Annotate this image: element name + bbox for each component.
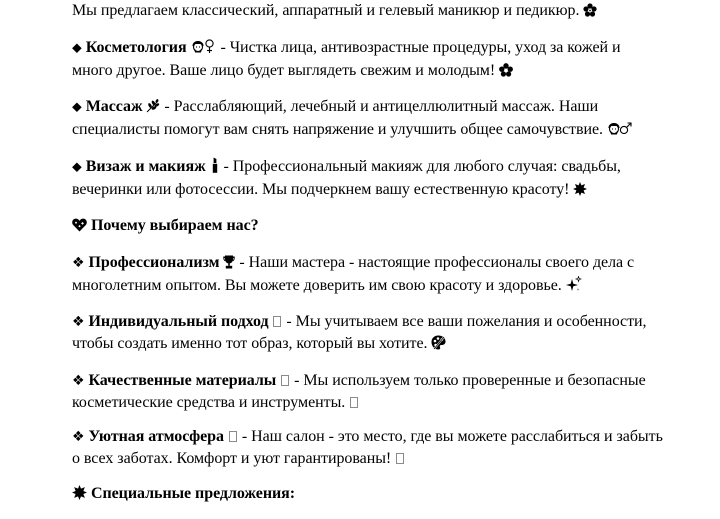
reason-description: - Мы используем только проверенные и безопасные косметические средства и инструменты. xyxy=(72,371,646,411)
reason-quality-materials xyxy=(72,370,664,413)
document-page xyxy=(72,0,664,519)
diamond-bullet-icon: ❖ xyxy=(72,254,85,271)
reason-description: - Мы учитываем все ваши пожелания и особенности, чтобы создать именно тот образ, который вы хотите. xyxy=(72,313,647,352)
why-heading-text: Почему выбираем нас? xyxy=(90,217,259,234)
service-description: - Профессиональный макияж для любого случая: свадьбы, вечеринки или фотосессии. Мы подчеркнем вашу естественную красоту! xyxy=(72,157,621,198)
reason-title: Индивидуальный подход xyxy=(88,313,269,330)
service-description: - Расслабляющий, лечебный и антицеллюлитный массаж. Наши специалисты помогут вам снять напряжение и улучшить общее самочувствие. xyxy=(72,98,603,138)
service-title: Косметология xyxy=(85,38,187,56)
lipstick-icon xyxy=(212,157,218,179)
heart-decoration-icon xyxy=(72,217,87,238)
star-burst-icon xyxy=(573,181,587,202)
artist-palette-icon xyxy=(431,335,446,356)
missing-glyph-icon xyxy=(229,431,237,442)
reason-description: - Наш салон - это место, где вы можете расслабиться и забыть о всех заботах. Комфорт и уют гарантированы! xyxy=(72,428,663,467)
face-massage-woman-icon xyxy=(191,38,217,60)
reason-professionalism xyxy=(72,252,664,298)
intro-text: Мы предлагаем классический, аппаратный и гелевый маникюр и педикюр. xyxy=(72,2,580,19)
service-makeup xyxy=(72,156,664,202)
flower-icon xyxy=(583,2,597,23)
service-massage xyxy=(72,96,664,142)
diamond-bullet-icon: ❖ xyxy=(72,429,85,445)
trophy-icon xyxy=(223,254,235,275)
reason-cozy-atmosphere xyxy=(72,426,664,469)
herb-icon xyxy=(146,98,160,119)
blossom-icon xyxy=(499,62,513,83)
offers-heading-text: Специальные предложения: xyxy=(90,484,296,502)
diamond-bullet-icon: ❖ xyxy=(72,314,85,330)
reason-title: Качественные материалы xyxy=(88,371,277,389)
service-title: Визаж и макияж xyxy=(85,157,206,175)
diamond-bullet-icon: ⬥ xyxy=(72,158,82,175)
missing-glyph-icon xyxy=(281,375,289,386)
service-description: - Чистка лица, антивозрастные процедуры, уход за кожей и много другое. Ваше лицо будет выглядеть свежим и молодым! xyxy=(72,38,621,79)
face-massage-man-icon xyxy=(607,120,633,142)
diamond-bullet-icon: ❖ xyxy=(72,372,85,389)
why-heading xyxy=(72,215,664,238)
sparkles-icon xyxy=(566,276,582,298)
reason-description: - Наши мастера - настоящие профессионалы своего дела с многолетним опытом. Вы можете доверить им свою красоту и здоровье. xyxy=(72,253,635,294)
service-cosmetology xyxy=(72,37,664,83)
reason-individual-approach xyxy=(72,311,664,356)
missing-glyph-icon xyxy=(273,316,281,327)
offers-heading xyxy=(72,483,664,506)
service-title: Массаж xyxy=(85,98,143,115)
intro-paragraph xyxy=(72,0,664,23)
reason-title: Профессионализм xyxy=(88,253,220,271)
diamond-bullet-icon: ⬥ xyxy=(72,99,82,115)
missing-glyph-icon xyxy=(396,453,404,464)
diamond-bullet-icon: ⬥ xyxy=(72,39,82,56)
reason-title: Уютная атмосфера xyxy=(88,428,224,445)
star-burst-icon xyxy=(72,485,87,506)
missing-glyph-icon xyxy=(350,397,358,408)
